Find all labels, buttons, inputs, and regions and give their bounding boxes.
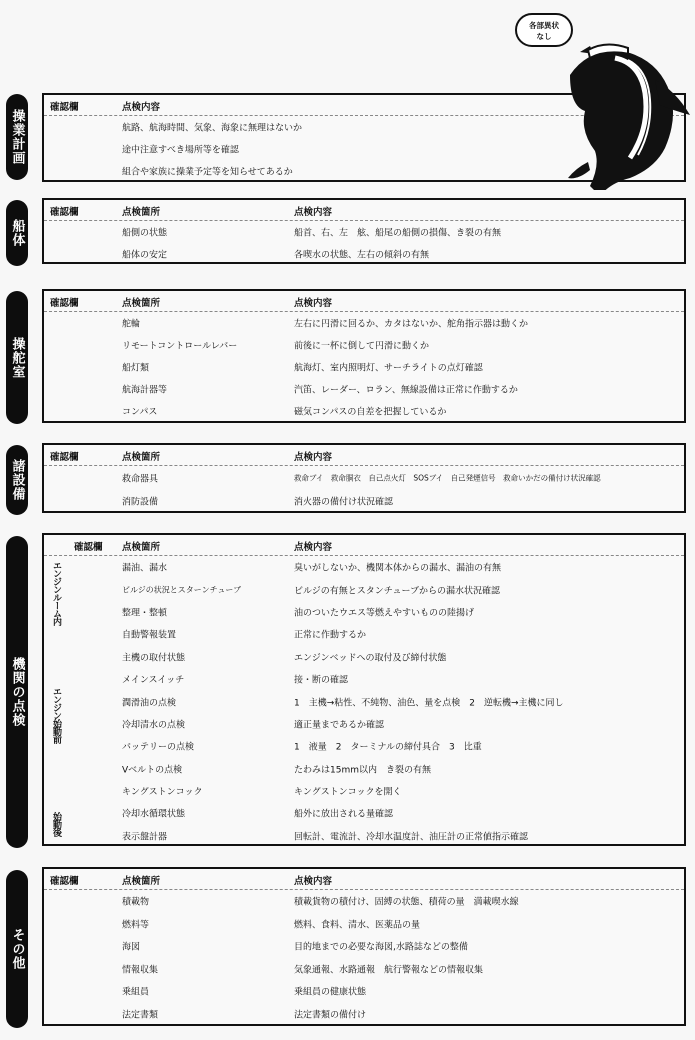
- header-content: 点検内容: [294, 452, 333, 463]
- table-row: [44, 243, 684, 265]
- check-content: 法定書類の備付け: [294, 1010, 367, 1021]
- check-content: 船外に放出される量確認: [294, 809, 394, 820]
- speech-line-2: なし: [536, 32, 552, 41]
- check-content: 磁気コンパスの自差を把握しているか: [294, 407, 447, 418]
- table-header: [44, 869, 684, 890]
- check-location: 海図: [122, 942, 141, 953]
- table-row: [44, 1003, 684, 1026]
- header-location: 点検箇所: [122, 542, 161, 553]
- table-row: [44, 378, 684, 400]
- check-content: 途中注意すべき場所等を確認: [122, 145, 239, 156]
- check-location: 情報収集: [122, 965, 159, 976]
- check-content: 正常に作動するか: [294, 630, 367, 641]
- table-row: [44, 735, 684, 757]
- checklist-table: [42, 443, 686, 513]
- table-row: [44, 935, 684, 958]
- check-content: 1 液量 2 ターミナルの締付具合 3 比重: [294, 742, 482, 753]
- check-location: 消防設備: [122, 497, 159, 507]
- check-content: キングストンコックを開く: [294, 787, 402, 798]
- table-row: [44, 466, 684, 489]
- table-row: [44, 802, 684, 824]
- table-row: [44, 913, 684, 936]
- table-row: [44, 668, 684, 690]
- table-row: [44, 578, 684, 600]
- table-row: [44, 713, 684, 735]
- section-label: 機関の点検: [6, 536, 28, 848]
- section-label: 操業計画: [6, 94, 28, 180]
- table-row: [44, 601, 684, 623]
- checklist-table: [42, 198, 686, 264]
- check-content: 燃料、食料、清水、医薬品の量: [294, 920, 421, 931]
- check-content: 消火器の備付け状況確認: [294, 497, 394, 507]
- header-check: 確認欄: [50, 298, 79, 309]
- table-row: [44, 556, 684, 578]
- table-row: [44, 646, 684, 668]
- check-content: エンジンベッドへの取付及び締付状態: [294, 653, 447, 664]
- table-row: [44, 400, 684, 422]
- header-check: 確認欄: [50, 207, 79, 218]
- check-content: 臭いがしないか、機関本体からの漏水、漏油の有無: [294, 563, 502, 574]
- speech-line-1: 各部異状: [529, 21, 559, 30]
- check-content: 目的地までの必要な海図,水路誌などの整備: [294, 942, 468, 953]
- header-content: 点検内容: [122, 102, 161, 113]
- table-row: [44, 890, 684, 913]
- check-content: 組合や家族に操業予定等を知らせてあるか: [122, 167, 293, 178]
- check-location: 主機の取付状態: [122, 653, 186, 664]
- table-row: [44, 690, 684, 712]
- header-location: 点検箇所: [122, 452, 161, 463]
- table-header: [44, 535, 684, 556]
- check-location: 航海計器等: [122, 385, 168, 396]
- check-location: 積載物: [122, 897, 150, 908]
- header-check: 確認欄: [74, 542, 103, 553]
- header-content: 点検内容: [294, 876, 333, 887]
- table-row: [44, 334, 684, 356]
- table-row: [44, 312, 684, 334]
- header-check: 確認欄: [50, 102, 79, 113]
- header-check: 確認欄: [50, 876, 79, 887]
- subgroup-after-start: 始動後: [51, 812, 61, 836]
- header-location: 点検箇所: [122, 876, 161, 887]
- header-content: 点検内容: [294, 298, 333, 309]
- check-location: ビルジの状況とスターンチューブ: [122, 585, 241, 595]
- check-content: 油のついたウエス等燃えやすいものの陸揚げ: [294, 608, 475, 619]
- check-content: たわみは15mm以内 き裂の有無: [294, 765, 431, 776]
- section-label: 船体: [6, 200, 28, 266]
- check-content: 1 主機→粘性、不純物、油色、量を点検 2 逆転機→主機に同し: [294, 698, 564, 709]
- check-content: 前後に一杯に倒して円滑に動くか: [294, 341, 430, 352]
- table-row: [44, 356, 684, 378]
- checklist-table: [42, 867, 686, 1026]
- table-row: [44, 980, 684, 1003]
- check-content: 救命ブイ 救命胴衣 自己点火灯 SOSブイ 自己発煙信号 救命いかだの備付け状況確認: [294, 473, 601, 482]
- check-location: コンパス: [122, 407, 158, 418]
- checklist-table: [42, 533, 686, 846]
- header-location: 点検箇所: [122, 207, 161, 218]
- check-content: 乗組員の健康状態: [294, 987, 367, 998]
- check-location: 冷却水循環状態: [122, 809, 186, 820]
- check-location: 潤滑油の点検: [122, 698, 177, 709]
- check-content: 接・断の確認: [294, 675, 349, 686]
- check-location: Vベルトの点検: [122, 765, 183, 776]
- check-content: 航路、航海時間、気象、海象に無理はないか: [122, 123, 303, 134]
- subgroup-engine-room: エンジンルーム内: [51, 561, 61, 625]
- check-location: 整理・整頓: [122, 608, 168, 619]
- table-row: [44, 958, 684, 981]
- check-location: 船灯類: [122, 363, 150, 374]
- table-header: [44, 445, 684, 466]
- header-content: 点検内容: [294, 542, 333, 553]
- check-location: 救命器具: [122, 474, 159, 484]
- check-location: 自動警報装置: [122, 630, 177, 641]
- table-row: [44, 623, 684, 645]
- check-location: 船側の状態: [122, 228, 168, 239]
- subgroup-before-start: エンジン始動前: [51, 687, 61, 743]
- table-row: [44, 489, 684, 512]
- check-location: リモートコントロールレバー: [122, 341, 238, 352]
- check-location: 燃料等: [122, 920, 150, 931]
- section-label: その他: [6, 870, 28, 1028]
- check-location: キングストンコック: [122, 787, 203, 798]
- check-location: 表示盤計器: [122, 832, 168, 843]
- check-content: 回転計、電流計、冷却水温度計、油圧計の正常値指示確認: [294, 832, 529, 843]
- check-content: 積載貨物の積付け、固縛の状態、積荷の量 満載喫水線: [294, 897, 519, 908]
- check-location: 法定書類: [122, 1010, 159, 1021]
- check-content: 各喫水の状態、左右の傾斜の有無: [294, 250, 430, 261]
- table-row: [44, 780, 684, 802]
- check-location: バッテリーの点検: [122, 742, 195, 753]
- section-label: 操舵室: [6, 291, 28, 424]
- check-content: 適正量まであるか確認: [294, 720, 385, 731]
- table-row: [44, 221, 684, 243]
- check-location: 船体の安定: [122, 250, 168, 261]
- header-content: 点検内容: [294, 207, 333, 218]
- check-location: 舵輪: [122, 319, 141, 330]
- table-row: [44, 758, 684, 780]
- check-content: 左右に円滑に回るか、カタはないか、舵角指示器は動くか: [294, 319, 529, 330]
- header-check: 確認欄: [50, 452, 79, 463]
- check-content: 気象通報、水路通報 航行警報などの情報収集: [294, 965, 484, 976]
- table-row: [44, 825, 684, 847]
- section-label: 諸設備: [6, 445, 28, 515]
- header-location: 点検箇所: [122, 298, 161, 309]
- check-content: 船首、右、左 舷、船尾の船側の損傷、き裂の有無: [294, 228, 502, 239]
- check-location: メインスイッチ: [122, 675, 185, 686]
- checklist-table: [42, 289, 686, 423]
- check-content: 汽笛、レーダー、ロラン、無線設備は正常に作動するか: [294, 385, 518, 396]
- check-content: ビルジの有無とスタンチューブからの漏水状況確認: [294, 586, 501, 597]
- dolphin-sailor-mascot-icon: [560, 40, 695, 190]
- check-location: 冷却清水の点検: [122, 720, 186, 731]
- check-location: 漏油、漏水: [122, 563, 168, 574]
- check-location: 乗組員: [122, 987, 150, 998]
- check-content: 航海灯、室内照明灯、サーチライトの点灯確認: [294, 363, 483, 374]
- table-header: [44, 200, 684, 221]
- table-header: [44, 291, 684, 312]
